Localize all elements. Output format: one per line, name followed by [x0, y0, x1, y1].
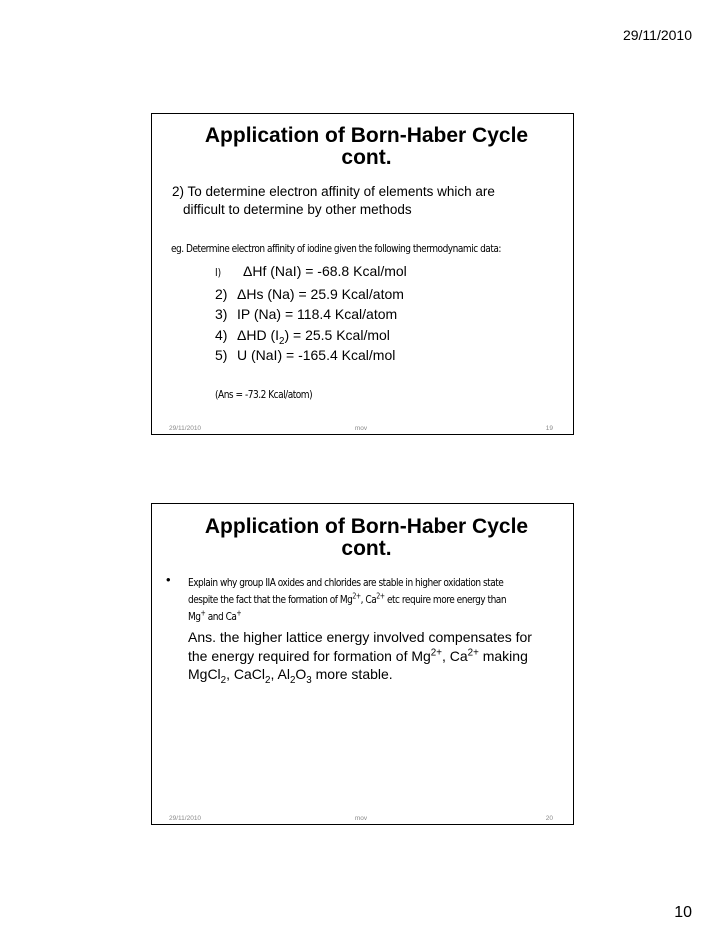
data-item-number: 2): [215, 285, 228, 302]
answer-line-1: Ans. the higher lattice energy involved compensates for: [188, 629, 532, 645]
data-item-label: IP (Na) = 118.4 Kcal/atom: [237, 306, 398, 322]
data-item-3: [215, 304, 407, 325]
subscript: 2: [220, 674, 227, 686]
footer-author: mov: [354, 425, 368, 432]
answer-text-part: making: [478, 647, 528, 664]
point-line-2: difficult to determine by other methods: [183, 202, 412, 217]
answer-text: (Ans = -73.2 Kcal/atom): [215, 388, 313, 401]
subscript: 3: [306, 674, 312, 686]
answer-text-part: MgCl: [188, 666, 221, 682]
thermo-data-list: [215, 261, 407, 366]
data-item-label: U (NaI) = -165.4 Kcal/mol: [237, 347, 396, 363]
question-text-part: and Ca: [205, 610, 237, 623]
data-item-1: [215, 261, 407, 284]
answer-text-part: O: [295, 666, 307, 682]
question-text-part: , Ca: [360, 593, 377, 606]
slide-title-line-1: Application of Born-Haber Cycle: [204, 515, 529, 538]
answer-text-part: the energy required for formation of Mg: [188, 647, 431, 664]
footer-author: mov: [354, 815, 368, 822]
footer-slide-number: 19: [545, 425, 553, 432]
slide-title: [170, 516, 563, 560]
slide-20: [151, 503, 574, 825]
page-date: 29/11/2010: [622, 27, 692, 43]
footer-slide-number: 20: [545, 815, 553, 822]
slide-title-line-2: cont.: [341, 146, 392, 169]
answer-text: [188, 628, 568, 684]
superscript: 2+: [352, 591, 361, 601]
data-item-number: 3): [215, 306, 228, 322]
answer-text-part: , Ca: [441, 647, 468, 664]
question-text-part: despite the fact that the formation of Mg: [188, 593, 353, 606]
question-text-part: etc require more energy than: [384, 593, 507, 606]
point-2: [172, 183, 495, 219]
question-line-2: [188, 591, 506, 608]
question-text-part: Mg: [188, 610, 201, 623]
answer-line-2: [188, 647, 568, 666]
footer-date: 29/11/2010: [169, 815, 202, 822]
data-item-label: ΔHs (Na) = 25.9 Kcal/atom: [237, 285, 404, 302]
slide-title-line-2: cont.: [341, 537, 392, 560]
answer-text-part: , Al: [270, 666, 290, 682]
slide-title-line-1: Application of Born-Haber Cycle: [204, 124, 529, 147]
answer-line-3: [188, 665, 568, 684]
point-line-1: 2) To determine electron affinity of elements which are: [172, 184, 495, 199]
superscript: 2+: [430, 646, 442, 658]
superscript: +: [200, 608, 206, 618]
slide-19: [151, 113, 574, 435]
question-line-3: [188, 608, 506, 625]
subscript: 2: [289, 674, 296, 686]
subscript: 2: [279, 335, 285, 347]
data-item-number: 5): [215, 347, 228, 363]
bullet-icon: •: [166, 572, 171, 587]
data-item-label-post: ) = 25.5 Kcal/mol: [284, 326, 390, 343]
data-item-2: [215, 284, 407, 305]
superscript: 2+: [467, 646, 479, 658]
data-item-label-pre: ΔHD (I: [237, 326, 280, 343]
question-line-1: Explain why group IIA oxides and chlorides are stable in higher oxidation state: [188, 576, 504, 589]
question-text: [188, 574, 576, 625]
superscript: 2+: [376, 591, 385, 601]
data-item-number: I): [215, 266, 222, 279]
data-item-4: [215, 325, 407, 346]
answer-text-part: more stable.: [311, 666, 393, 682]
data-item-label: ΔHf (NaI) = -68.8 Kcal/mol: [243, 263, 407, 279]
example-text: eg. Determine electron affinity of iodine given the following thermodynamic data:: [171, 242, 501, 255]
page-number: 10: [674, 904, 692, 921]
superscript: +: [236, 608, 242, 618]
data-item-number: 4): [215, 326, 228, 343]
slide-title: [170, 125, 563, 169]
data-item-5: [215, 345, 407, 366]
answer-text-part: , CaCl: [226, 666, 266, 682]
footer-date: 29/11/2010: [169, 425, 202, 432]
subscript: 2: [265, 674, 271, 686]
